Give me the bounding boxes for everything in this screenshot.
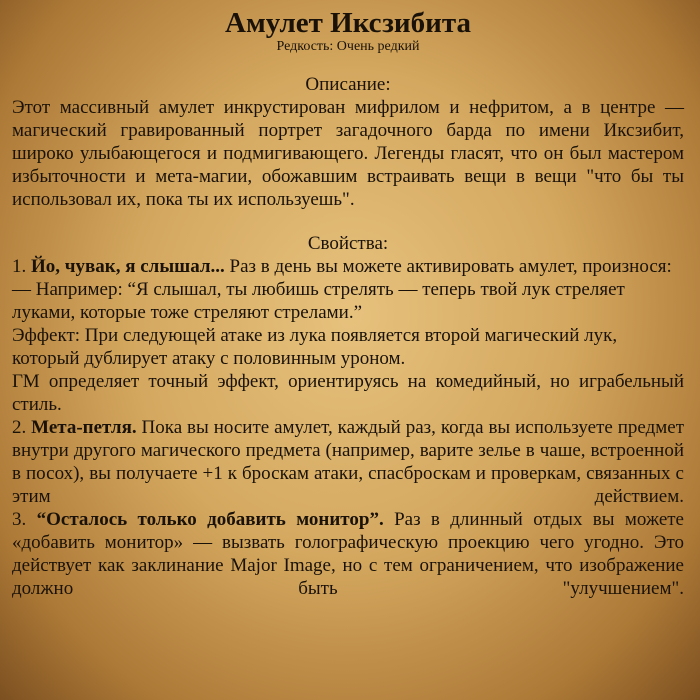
description-heading: Описание: xyxy=(305,74,391,95)
property-1-gm-note: ГМ определяет точный эффект, ориентируясь на комедийный, но играбельный стиль. xyxy=(12,371,684,415)
property-1-number: 1. xyxy=(12,256,27,277)
description-text: Этот массивный амулет инкрустирован мифрилом и нефритом, а в центре — магический гравированный портрет загадочного барда по имени Иксзибит, широко улыбающегося и подмигивающего. Легенды гласят, что он был мастером избыточности и мета-магии, обожавшим встраивать вещи в вещи "что бы ты использовал их, пока ты их используешь". xyxy=(12,97,684,210)
property-3-name: “Осталось только добавить монитор”. xyxy=(36,509,384,530)
property-2-name: Мета-петля. xyxy=(31,417,137,438)
item-title: Амулет Иксзибита xyxy=(225,7,471,39)
properties-heading: Свойства: xyxy=(307,233,389,254)
property-1-name: Йо, чувак, я слышал... xyxy=(31,256,225,277)
property-1-text: Раз в день вы можете активировать амулет, произнося: xyxy=(224,256,672,277)
property-2 xyxy=(12,416,684,508)
property-1-effect: Эффект: При следующей атаке из лука появляется второй магический лук, который дублирует атаку с половинным уроном. xyxy=(12,325,618,369)
property-3-number: 3. xyxy=(12,509,27,530)
property-3-text: Раз в длинный отдых вы можете «добавить монитор» — вызвать голографическую проекцию чего угодно. Это действует как заклинание Major Image, но с тем ограничением, что изображение должно быть "улучшением". xyxy=(12,509,684,599)
property-1 xyxy=(12,255,684,278)
property-1-example: — Например: “Я слышал, ты любишь стрелять — теперь твой лук стреляет луками, которые тоже стреляют стрелами.” xyxy=(12,279,625,323)
item-rarity: Редкость: Очень редкий xyxy=(276,39,420,54)
property-2-number: 2. xyxy=(12,417,27,438)
section-spacer xyxy=(12,211,684,233)
property-2-text: Пока вы носите амулет, каждый раз, когда вы используете предмет внутри другого магического предмета (например, варите зелье в чаше, встроенной в посох), вы получаете +1 к броскам атаки, спасброскам и проверкам, связанных с этим действием. xyxy=(12,417,684,507)
property-3 xyxy=(12,508,684,600)
